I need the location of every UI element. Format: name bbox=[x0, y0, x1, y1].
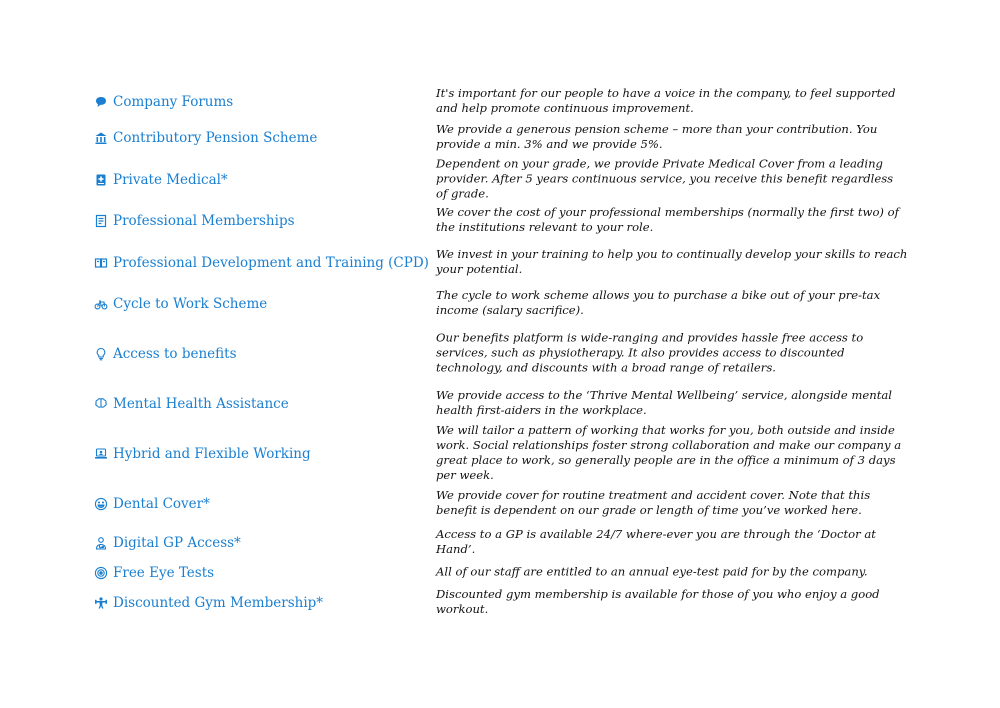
benefit-label bbox=[94, 595, 323, 611]
benefit-label bbox=[94, 396, 289, 412]
benefit-title: Digital GP Access* bbox=[113, 535, 241, 551]
benefit-description: Discounted gym membership is available for those of you who enjoy a good workout. bbox=[436, 587, 880, 616]
benefit-label bbox=[94, 130, 317, 146]
benefit-title: Free Eye Tests bbox=[113, 565, 215, 581]
benefit-title: Dental Cover* bbox=[113, 496, 210, 512]
benefit-title: Professional Development and Training (CPD) bbox=[113, 255, 429, 271]
benefit-description: We cover the cost of your professional memberships (normally the first two) of the institutions relevant to your role. bbox=[436, 205, 899, 234]
benefit-description: We provide a generous pension scheme – more than your contribution. You provide a min. 3% and we provide 5%. bbox=[436, 122, 878, 151]
speech-bubble-icon bbox=[94, 95, 108, 109]
benefit-title: Discounted Gym Membership* bbox=[113, 595, 324, 611]
benefit-label bbox=[94, 94, 233, 110]
benefit-label bbox=[94, 255, 429, 271]
smile-teeth-icon bbox=[94, 497, 108, 511]
benefit-title: Hybrid and Flexible Working bbox=[113, 446, 311, 462]
books-icon bbox=[94, 256, 108, 270]
lightbulb-icon bbox=[94, 347, 108, 361]
benefit-label bbox=[94, 446, 311, 462]
benefit-description: All of our staff are entitled to an annual eye-test paid for by the company. bbox=[436, 564, 868, 579]
benefit-title: Cycle to Work Scheme bbox=[113, 296, 268, 312]
benefit-title: Access to benefits bbox=[113, 346, 237, 362]
benefit-description: Access to a GP is available 24/7 where-ever you are through the ‘Doctor at Hand’. bbox=[436, 527, 876, 556]
benefit-description: We provide cover for routine treatment and accident cover. Note that this benefit is dependent on our grade or length of time you’ve worked here. bbox=[436, 488, 871, 517]
laptop-user-icon bbox=[94, 447, 108, 461]
benefit-label bbox=[94, 496, 210, 512]
benefit-label bbox=[94, 172, 228, 188]
dumbbell-icon bbox=[94, 596, 108, 610]
benefit-title: Company Forums bbox=[113, 94, 234, 110]
benefit-description: The cycle to work scheme allows you to purchase a bike out of your pre-tax income (salary sacrifice). bbox=[436, 288, 881, 317]
benefit-description: We provide access to the ‘Thrive Mental Wellbeing’ service, alongside mental health first-aiders in the workplace. bbox=[436, 388, 892, 417]
benefit-label bbox=[94, 296, 267, 312]
benefit-description: We will tailor a pattern of working that works for you, both outside and inside work. Social relationships foster strong collaboration and make our company a great place to work, so generally people are in the office a minimum of 3 days per week. bbox=[436, 423, 902, 482]
benefit-description: Dependent on your grade, we provide Private Medical Cover from a leading provider. After 5 years continuous service, you receive this benefit regardless of grade. bbox=[436, 156, 894, 201]
benefit-description: It's important for our people to have a voice in the company, to feel supported and help promote continuous improvement. bbox=[436, 86, 896, 115]
benefit-label bbox=[94, 565, 214, 581]
benefit-label bbox=[94, 213, 295, 229]
benefit-title: Professional Memberships bbox=[113, 213, 295, 229]
benefit-description: We invest in your training to help you to continually develop your skills to reach your potential. bbox=[436, 247, 908, 276]
brain-icon bbox=[94, 397, 108, 411]
medical-kit-icon bbox=[94, 173, 108, 187]
benefit-title: Mental Health Assistance bbox=[113, 396, 289, 412]
benefit-description: Our benefits platform is wide-ranging and provides hassle free access to services, such as physiotherapy. It also provides access to discounted technology, and discounts with a broad range of retailers. bbox=[436, 330, 864, 375]
benefit-title: Private Medical* bbox=[113, 172, 228, 188]
bicycle-icon bbox=[94, 297, 108, 311]
bank-icon bbox=[94, 131, 108, 145]
eye-icon bbox=[94, 566, 108, 580]
benefit-label bbox=[94, 535, 241, 551]
benefit-label bbox=[94, 346, 237, 362]
certificate-icon bbox=[94, 214, 108, 228]
benefit-title: Contributory Pension Scheme bbox=[113, 130, 318, 146]
doctor-icon bbox=[94, 536, 108, 550]
